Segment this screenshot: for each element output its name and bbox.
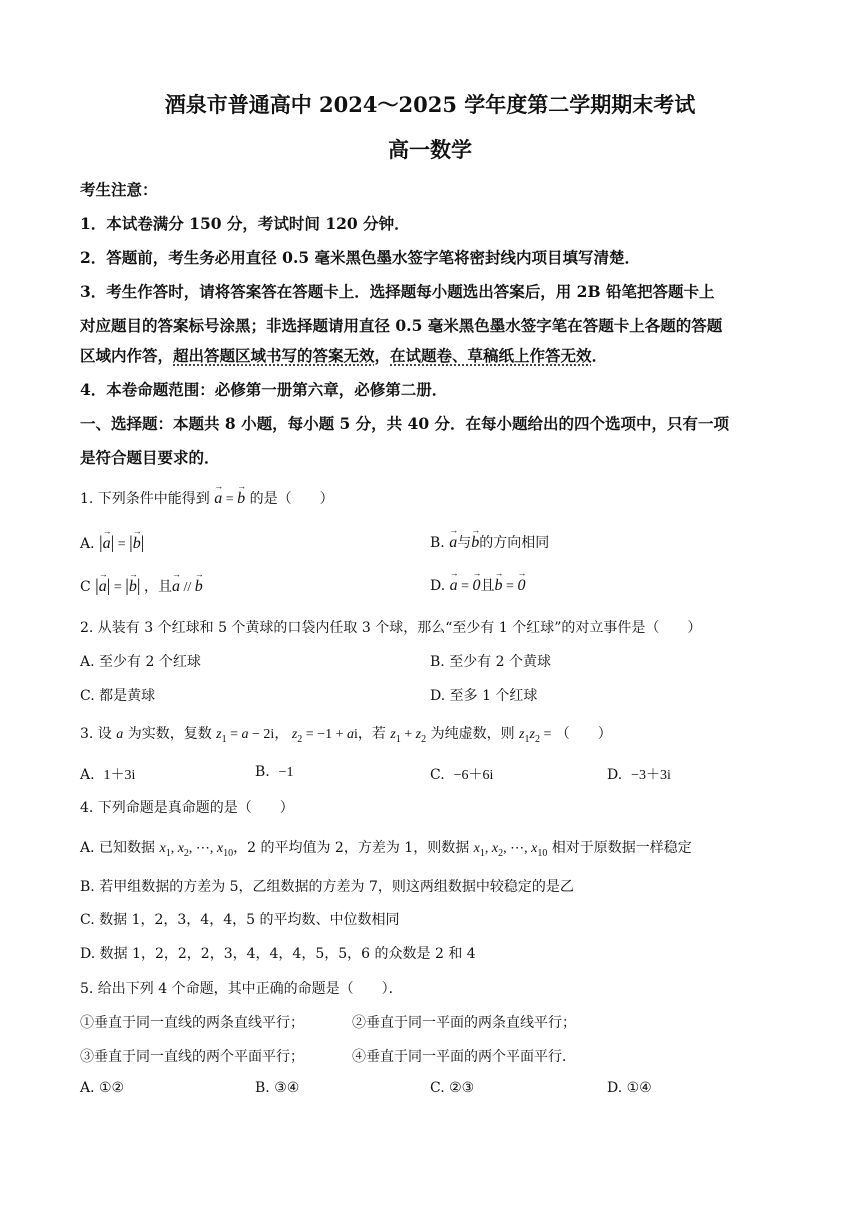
q2-option-d: D. 至多 1 个红球 xyxy=(430,688,538,704)
q3-stem-c: ，若 xyxy=(357,726,386,742)
q1-stem-tail: 的是（ ） xyxy=(249,491,334,507)
vector-a: → a xyxy=(172,578,180,596)
q4-stem: 4. 下列命题是真命题的是（ ） xyxy=(80,800,294,816)
q3-sum: $z_1 + z_2$ xyxy=(390,727,427,745)
q4-a-text-2: ，2 的平均值为 2，方差为 1，则数据 xyxy=(233,840,470,856)
q1-option-a xyxy=(80,532,144,553)
note-3-line3-c: ， xyxy=(374,346,391,365)
q3-a-value: 1＋3i xyxy=(103,768,136,783)
q2-stem: 2. 从装有 3 个红球和 5 个黄球的口袋内任取 3 个球，那么“至少有 1 个红球”的对立事件是（ ） xyxy=(80,620,702,636)
exam-subject: 高一数学 xyxy=(388,137,472,162)
vector-a: → a xyxy=(450,577,458,595)
zero-vector: → 0 xyxy=(473,577,481,595)
section1-heading-line2: 是符合题目要求的． xyxy=(80,448,220,467)
q5-option-c: C. ②③ xyxy=(430,1080,475,1096)
q1-stem xyxy=(80,488,334,508)
note-3-line3 xyxy=(80,344,607,366)
q5-option-a: A. ①② xyxy=(80,1080,125,1096)
note-4: 4．本卷命题范围：必修第一册第六章，必修第二册． xyxy=(80,380,448,399)
vector-a: → a xyxy=(214,490,222,508)
vector-a: → a xyxy=(449,534,457,552)
notes-heading: 考生注意： xyxy=(80,180,158,199)
vector-b: → b xyxy=(495,577,503,595)
zero-vector: → 0 xyxy=(517,577,525,595)
q4-data-seq-2: $x_1$, $x_2$, ⋯, $x_{10}$ xyxy=(473,841,548,859)
q1-a-math: |→ a| = |→ b| xyxy=(99,537,144,552)
q3-product: $z_1z_2$ = xyxy=(519,727,552,745)
q5-statement-3: ③垂直于同一直线的两个平面平行； xyxy=(80,1049,304,1065)
q1-option-c xyxy=(80,575,203,596)
q4-option-c: C. 数据 1，2，3，4，4，5 的平均数、中位数相同 xyxy=(80,912,400,928)
q4-option-d: D. 数据 1，2，2，2，3，4，4，4，5，5，6 的众数是 2 和 4 xyxy=(80,946,476,962)
q3-d-value: −3＋3i xyxy=(631,768,671,783)
option-label: C xyxy=(80,579,91,595)
q2-option-a: A. 至少有 2 个红球 xyxy=(80,654,201,670)
q3-stem xyxy=(80,723,612,745)
q3-stem-b: 为实数，复数 xyxy=(127,726,212,742)
q5-option-d: D. ①④ xyxy=(607,1080,652,1096)
q1-c-math: |→ a| = |→ b| xyxy=(95,580,144,595)
q2-option-c: C. 都是黄球 xyxy=(80,688,156,704)
q3-z1-def: $z_1 = a - 2i$， $z_2 = -1$ + ai xyxy=(216,727,358,745)
q4-option-b: B. 若甲组数据的方差为 5，乙组数据的方差为 7，则这两组数据中较稳定的是乙 xyxy=(80,879,574,895)
option-label: D. xyxy=(430,578,446,594)
note-3-emphasis-2: 在试题卷、草稿纸上作答无效 xyxy=(390,346,592,365)
note-3-line3-a: 区域内作答， xyxy=(80,346,174,365)
q4-option-a xyxy=(80,837,692,859)
q1-option-d: D. → a = → 0且→ b = → 0 xyxy=(430,575,525,595)
note-3-line2: 对应题目的答案标号涂黑；非选择题请用直径 0.5 毫米黑色墨水签字笔在答题卡上各题的答题 xyxy=(80,316,723,335)
q5-stem: 5. 给出下列 4 个命题，其中正确的命题是（ ）． xyxy=(80,981,403,997)
q3-stem-e: （ ） xyxy=(555,726,612,742)
q4-a-text-3: 相对于原数据一样稳定 xyxy=(551,840,692,856)
q5-option-b: B. ③④ xyxy=(255,1080,300,1096)
option-label: A. xyxy=(80,536,95,552)
q4-a-text-1: A. 已知数据 xyxy=(80,840,156,856)
q1-c-and: ，且 xyxy=(144,579,173,595)
q3-b-value: −1 xyxy=(278,765,294,780)
note-3-line1: 3．考生作答时，请将答案答在答题卡上．选择题每小题选出答案后，用 2B 铅笔把答题卡上 xyxy=(80,282,715,301)
option-label: B. xyxy=(430,535,445,551)
q5-statement-4: ④垂直于同一平面的两个平面平行． xyxy=(352,1049,576,1065)
section1-heading-line1: 一、选择题：本题共 8 小题，每小题 5 分，共 40 分．在每小题给出的四个选项中，只有一项 xyxy=(80,414,730,433)
q1-b-text: 的方向相同 xyxy=(479,535,550,551)
q4-data-seq-1: $x_1$, $x_2$, ⋯, $x_{10}$ xyxy=(159,841,234,859)
vector-b: → b xyxy=(471,534,479,552)
q3-option-d: D. −3＋3i xyxy=(607,767,671,783)
var-a: a xyxy=(116,727,124,742)
parallel-sign: // xyxy=(180,580,195,595)
q1-stem-text: 1. 下列条件中能得到 xyxy=(80,491,210,507)
q1-b-and: 与 xyxy=(457,535,472,551)
q3-stem-d: 为纯虚数，则 xyxy=(430,726,515,742)
q2-option-b: B. 至少有 2 个黄球 xyxy=(430,654,551,670)
q3-option-a: A. 1＋3i xyxy=(80,767,136,783)
note-3-emphasis-1: 超出答题区域书写的答案无效 xyxy=(173,346,375,365)
q3-stem-a: 3. 设 xyxy=(80,726,112,742)
q1-option-b xyxy=(430,532,549,552)
q3-option-c: C. −6＋6i xyxy=(430,767,494,783)
vector-b: → b xyxy=(237,490,245,508)
q1-d-and: 且 xyxy=(480,578,495,594)
q5-statement-1: ①垂直于同一直线的两条直线平行； xyxy=(80,1015,304,1031)
note-3-line3-e: ． xyxy=(591,346,608,365)
q3-option-b: B. −1 xyxy=(255,764,294,780)
vector-b: → b xyxy=(195,578,203,596)
note-1: 1．本试卷满分 150 分，考试时间 120 分钟． xyxy=(80,214,410,233)
q3-c-value: −6＋6i xyxy=(453,768,494,783)
exam-title: 酒泉市普通高中 2024～2025 学年度第二学期期末考试 xyxy=(164,92,696,117)
equals-sign: = xyxy=(222,492,238,507)
note-2: 2．答题前，考生务必用直径 0.5 毫米黑色墨水签字笔将密封线内项目填写清楚． xyxy=(80,248,641,267)
q5-statement-2: ②垂直于同一平面的两条直线平行； xyxy=(352,1015,576,1031)
